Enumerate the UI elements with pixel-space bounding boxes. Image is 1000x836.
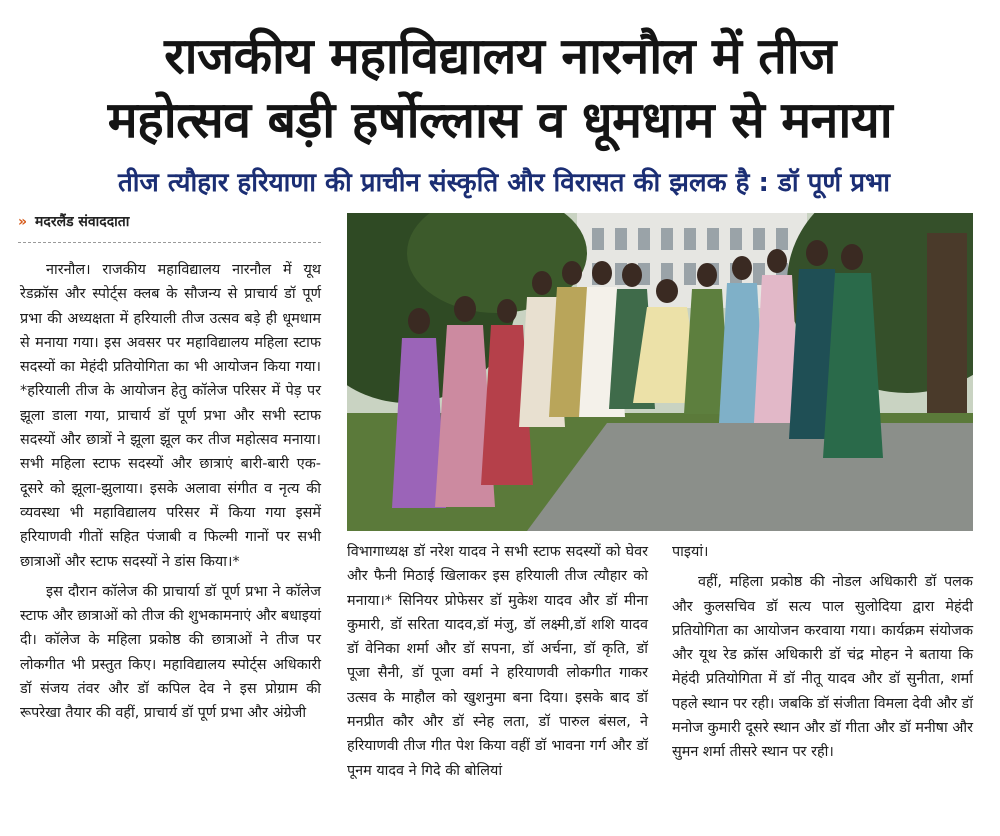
article-paragraph: नारनौल। राजकीय महाविद्यालय नारनौल में यूथ रेडक्रॉस और स्पोर्ट्स क्लब के सौजन्य से प्राचार्य डॉ पूर्ण प्रभा की अध्यक्षता में हरियाली तीज उत्सव बड़े ही धूमधाम से मनाया गया। इस अवसर पर महाविद्यालय महिला स्टाफ सदस्यों का मेहंदी प्रतियोगिता का भी आयोजन किया गया। *हरियाली तीज के आयोजन हेतु कॉलेज परिसर में पेड़ पर झूला डाला गया, प्राचार्य डॉ पूर्ण प्रभा और सभी स्टाफ सदस्यों और छात्रों ने झूला झूल कर तीज महोत्सव मनाया। सभी महिला स्टाफ सदस्यों और छात्राएं बारी-बारी एक-दूसरे को झूला-झुलाया। इसके अलावा संगीत व नृत्य की व्यवस्था भी महाविद्यालय परिसर में किया गया इसमें हरियाणवी गीतों सहित पंजाबी व फिल्मी गानों पर सभी छात्राओं और स्टाफ सदस्यों ने डांस किया।* (20, 262, 321, 570)
headline (0, 24, 1000, 152)
photo-illustration (347, 213, 973, 531)
byline-divider (18, 242, 321, 243)
article-paragraph: वहीं, महिला प्रकोष्ठ की नोडल अधिकारी डॉ पलक और कुलसचिव डॉ सत्य पाल सुलोदिया द्वारा मेहंदी प्रतियोगिता का आयोजन करवाया गया। कार्यक्रम संयोजक और यूथ रेड क्रॉस अधिकारी डॉ चंद्र मोहन ने बताया कि मेहंदी प्रतियोगिता में डॉ नीतू यादव और डॉ सुनीता, शर्मा पहले स्थान पर रही। जबकि डॉ संजीता विमला देवी और डॉ मनोज कुमारी दूसरे स्थान और डॉ गीता और डॉ मनीषा और सुमन शर्मा तीसरे स्थान पर रही। (672, 574, 973, 761)
article-paragraph: पाइयां। (672, 544, 709, 560)
byline-text: मदरलैंड संवाददाता (35, 214, 130, 230)
adjacent-page-edge (988, 0, 1000, 836)
headline-line-2: महोत्सव बड़ी हर्षोल्लास व धूमधाम से मनाया (107, 91, 893, 149)
byline (18, 212, 318, 231)
article-paragraph: विभागाध्यक्ष डॉ नरेश यादव ने सभी स्टाफ सदस्यों को घेवर और फैनी मिठाई खिलाकर इस हरियाली तीज त्यौहार को मनाया।* सिनियर प्रोफेसर डॉ मुकेश यादव और डॉ मीना कुमारी, डॉ सरिता यादव,डॉ मंजु, डॉ लक्ष्मी,डॉ शशि यादव डॉ वेनिका शर्मा और डॉ सपना, डॉ अर्चना, डॉ कृति, डॉ पूजा सैनी, डॉ पूजा वर्मा ने हरियाणवी लोकगीत गाकर उत्सव के माहौल को खुशनुमा बना दिया। इसके बाद डॉ मनप्रीत कौर और डॉ स्नेह लता, डॉ पारुल बंसल, ने हरियाणवी तीज गीत पेश किया वहीं डॉ भावना गर्ग और डॉ पूनम यादव ने गिदे की बोलियां (347, 544, 648, 779)
article-column-3 (672, 540, 973, 765)
byline-arrow-icon: » (18, 214, 28, 230)
article-paragraph: इस दौरान कॉलेज की प्राचार्या डॉ पूर्ण प्रभा ने कॉलेज स्टाफ और छात्राओं को तीज की शुभकामनाएं और बधाइयां दी। कॉलेज के महिला प्रकोष्ठ की छात्राओं ने तीज पर लोकगीत भी प्रस्तुत किए। महाविद्यालय स्पोर्ट्स अधिकारी डॉ संजय तंवर और डॉ कपिल देव ने इस प्रोग्राम की रूपरेखा तैयार की वहीं, प्राचार्य डॉ पूर्ण प्रभा और अंग्रेजी (20, 583, 321, 722)
news-photo (347, 213, 973, 531)
article-column-1 (20, 258, 321, 726)
subheadline: तीज त्यौहार हरियाणा की प्राचीन संस्कृति और विरासत की झलक है : डॉ पूर्ण प्रभा (117, 168, 891, 198)
article-column-2 (347, 540, 648, 783)
headline-line-1: राजकीय महाविद्यालय नारनौल में तीज (164, 27, 836, 85)
